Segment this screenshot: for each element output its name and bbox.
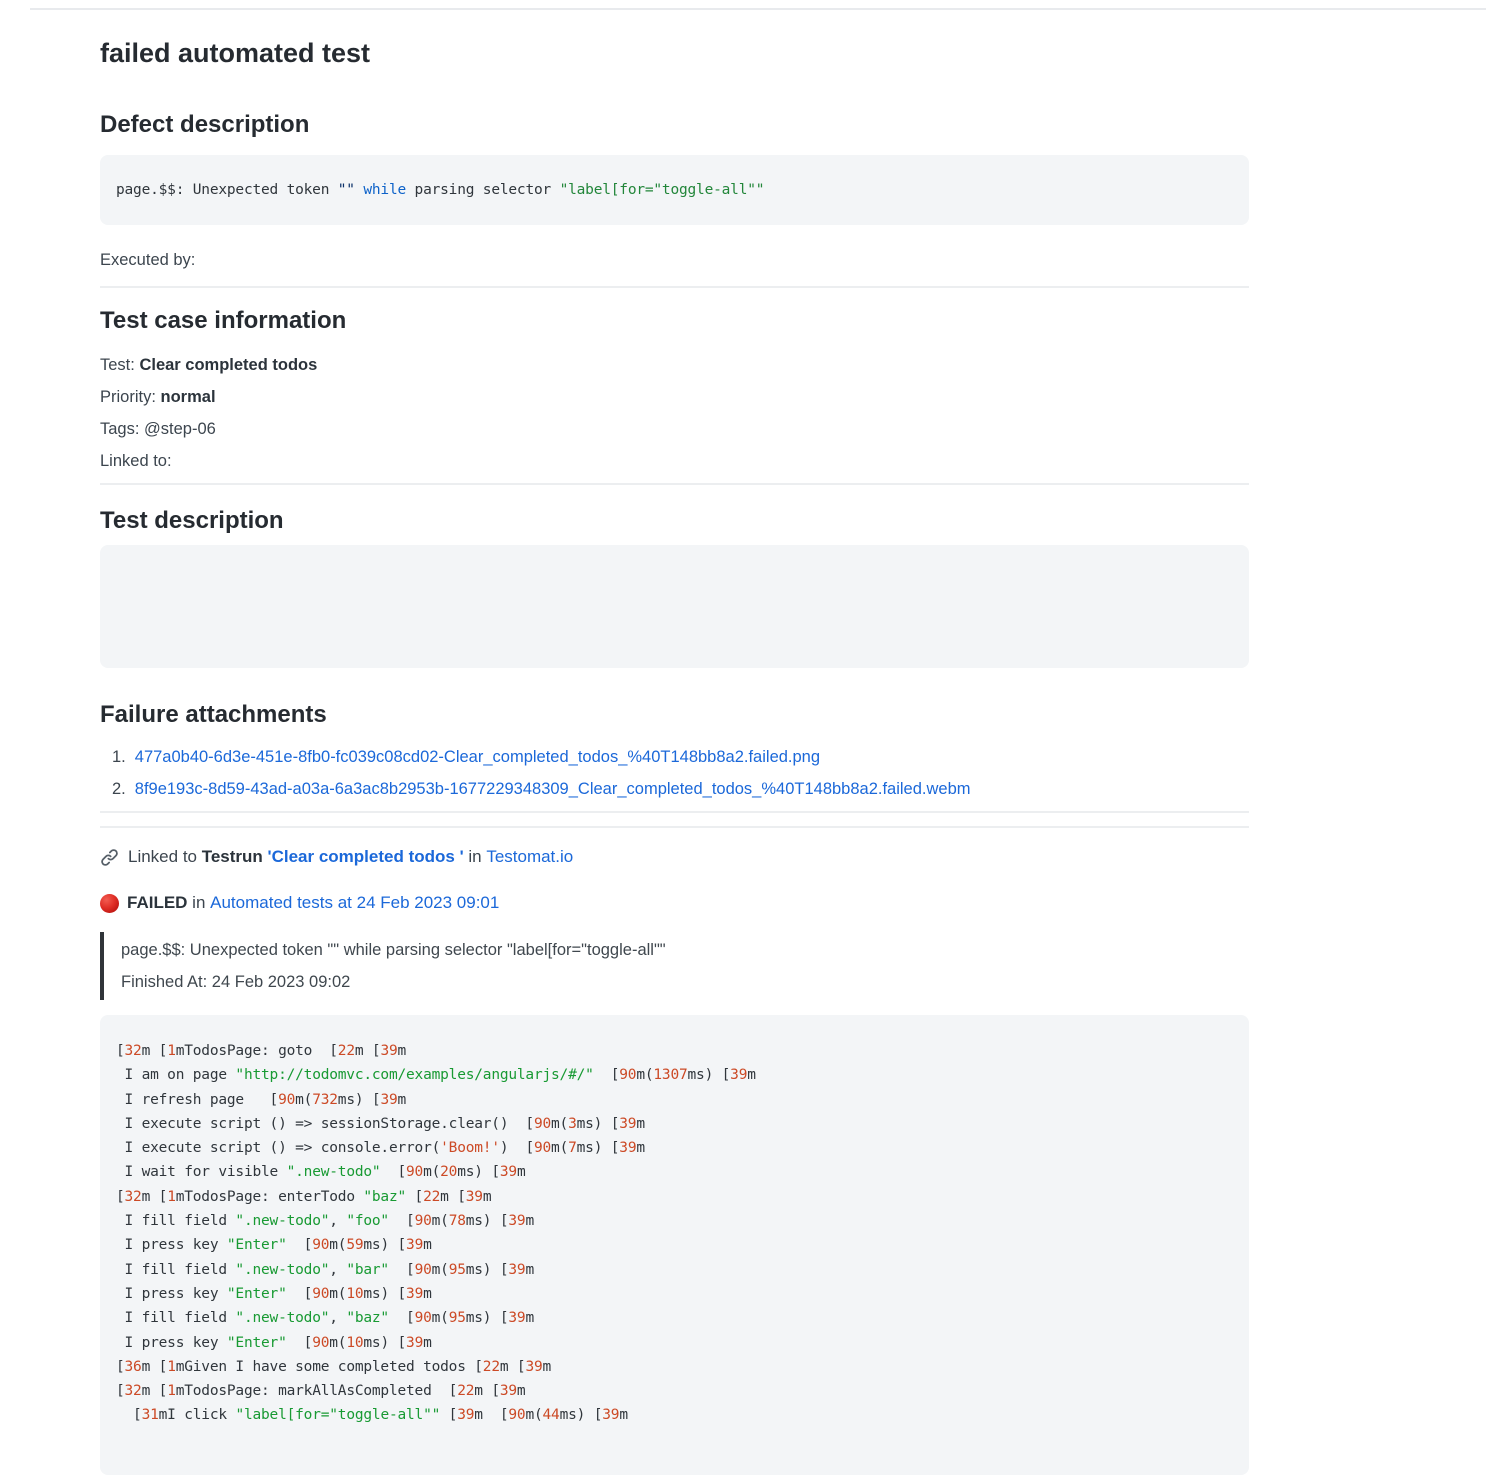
page-title: failed automated test <box>100 38 371 68</box>
code-segment: 39 <box>730 1067 748 1084</box>
code-segment: 90 <box>619 1067 637 1084</box>
log-line <box>116 1282 1233 1306</box>
status-badge: FAILED <box>127 893 188 912</box>
code-segment: 90 <box>278 1091 296 1108</box>
code-segment: m [ <box>499 1358 526 1375</box>
priority-label: Priority: <box>100 388 161 406</box>
attachment-link-webm[interactable]: 8f9e193c-8d59-43ad-a03a-6a3ac8b2953b-1677229348309_Clear_completed_todos_%40T148bb8a2.failed.webm <box>134 780 971 798</box>
code-segment: 'Boom!' <box>440 1140 500 1157</box>
code-segment: ms) [ <box>465 1310 509 1327</box>
list-item <box>112 741 1249 773</box>
code-segment: 39 <box>508 1261 526 1278</box>
code-segment: 90 <box>508 1407 526 1424</box>
code-segment: [ <box>380 1164 407 1181</box>
code-segment: ms) [ <box>457 1164 500 1181</box>
code-segment: [ <box>593 1067 620 1084</box>
code-segment: m( <box>329 1285 347 1302</box>
code-segment: 39 <box>619 1140 637 1157</box>
code-segment: 39 <box>380 1043 398 1059</box>
code-segment: m <box>397 1091 407 1108</box>
code-segment: 1 <box>167 1358 176 1375</box>
heading-failure-attachments: Failure attachments <box>100 701 327 728</box>
code-segment: 90 <box>414 1310 432 1327</box>
code-segment: 22 <box>457 1383 475 1400</box>
code-segment: mTodosPage: markAllAsCompleted [ <box>175 1383 458 1400</box>
code-segment: 59 <box>346 1237 364 1254</box>
code-segment: m [ <box>474 1383 500 1400</box>
list-index: 1. <box>112 748 126 766</box>
log-line <box>116 1258 1233 1282</box>
code-segment: 90 <box>533 1140 552 1157</box>
code-segment: [ <box>116 1407 142 1424</box>
test-log-block <box>100 1015 1249 1475</box>
code-segment: [ <box>440 1407 458 1424</box>
log-line <box>116 1331 1233 1355</box>
code-segment: 31 <box>141 1407 159 1424</box>
code-segment: ms) [ <box>465 1213 509 1230</box>
test-case-info <box>100 349 1249 477</box>
code-segment: I press key <box>116 1237 227 1254</box>
log-line <box>116 1306 1233 1330</box>
code-segment: m( <box>329 1334 347 1351</box>
heading-test-case-information: Test case information <box>100 307 347 334</box>
code-segment: 39 <box>499 1383 517 1400</box>
executed-by-label: Executed by: <box>100 251 196 269</box>
linked-entity: Testrun <box>201 847 268 866</box>
code-segment: m <box>423 1237 432 1254</box>
code-segment: I execute script () => console.error( <box>116 1140 441 1157</box>
code-segment: I am on page <box>116 1067 236 1084</box>
linked-prefix: Linked to <box>128 847 202 866</box>
code-segment: "Enter" <box>226 1285 287 1302</box>
code-segment: 39 <box>508 1213 526 1230</box>
code-segment: [ <box>388 1261 415 1278</box>
code-segment: [ <box>406 1188 424 1205</box>
defect-code-line <box>116 182 764 198</box>
code-segment: ) [ <box>499 1140 534 1157</box>
linked-to-row <box>100 445 1249 477</box>
code-segment: 39 <box>499 1164 517 1181</box>
linked-middle: in <box>463 847 487 866</box>
code-segment: [ <box>286 1285 313 1302</box>
code-segment: m <box>516 1383 526 1400</box>
code-segment: ".new-todo" <box>235 1310 330 1327</box>
code-segment: m [ <box>474 1407 509 1424</box>
code-segment: ms) [ <box>465 1261 509 1278</box>
code-segment: 39 <box>406 1334 424 1351</box>
code-segment: I press key <box>116 1285 227 1302</box>
section-divider <box>100 811 1249 813</box>
code-segment: m <box>482 1188 492 1205</box>
code-segment: 7 <box>568 1140 577 1157</box>
code-segment: m [ <box>141 1358 168 1375</box>
code-segment: [ <box>388 1213 415 1230</box>
code-segment: m [ <box>141 1043 168 1059</box>
status-middle: in <box>187 893 211 912</box>
code-segment: [ <box>116 1358 125 1375</box>
code-segment: 36 <box>124 1358 142 1375</box>
code-segment: m <box>542 1358 552 1375</box>
code-segment: mTodosPage: enterTodo <box>175 1188 364 1205</box>
code-segment: ms) [ <box>576 1140 620 1157</box>
code-segment: 1 <box>167 1043 176 1059</box>
section-divider <box>100 286 1249 288</box>
code-segment: m [ <box>354 1043 381 1059</box>
code-segment: 90 <box>406 1164 424 1181</box>
code-segment: 39 <box>406 1237 424 1254</box>
code-segment: m <box>525 1213 534 1230</box>
code-segment: , <box>329 1310 347 1327</box>
code-segment: ms) [ <box>687 1067 731 1084</box>
code-segment: 10 <box>346 1334 364 1351</box>
code-segment: m <box>423 1285 432 1302</box>
code-segment: m( <box>636 1067 654 1084</box>
code-segment: I press key <box>116 1334 227 1351</box>
code-segment: m( <box>329 1237 347 1254</box>
code-segment: [ <box>116 1043 125 1059</box>
heading-test-description: Test description <box>100 507 284 534</box>
log-line <box>116 1160 1233 1184</box>
test-run-report-link[interactable]: Automated tests at 24 Feb 2023 09:01 <box>210 893 500 912</box>
code-segment: m( <box>431 1310 449 1327</box>
code-segment: I fill field <box>116 1310 236 1327</box>
failed-status-line <box>100 891 1249 915</box>
code-segment: ms) [ <box>363 1237 407 1254</box>
log-line <box>116 1355 1233 1379</box>
log-line <box>116 1233 1233 1257</box>
code-segment: 39 <box>406 1285 424 1302</box>
code-segment: 10 <box>346 1285 364 1302</box>
code-segment: "bar" <box>346 1261 389 1278</box>
code-segment: m [ <box>141 1188 168 1205</box>
test-value: Clear completed todos <box>139 356 318 374</box>
code-segment: 39 <box>380 1091 398 1108</box>
code-segment: m( <box>431 1261 449 1278</box>
code-segment: 39 <box>457 1407 475 1424</box>
tags-value: @step-06 <box>144 420 216 438</box>
code-segment: 20 <box>440 1164 458 1181</box>
code-segment: 39 <box>602 1407 620 1424</box>
finished-at-line: Finished At: 24 Feb 2023 09:02 <box>121 973 351 991</box>
code-segment: ".new-todo" <box>286 1164 381 1181</box>
code-segment: 3 <box>568 1115 577 1132</box>
code-segment: 32 <box>124 1383 142 1400</box>
code-segment: [ <box>286 1334 313 1351</box>
code-segment: [ <box>116 1383 125 1400</box>
test-label: Test: <box>100 356 140 374</box>
code-segment: "baz" <box>363 1188 407 1205</box>
red-circle-icon <box>100 894 119 913</box>
code-segment: 95 <box>448 1310 466 1327</box>
code-segment: 22 <box>337 1043 355 1059</box>
code-segment: m( <box>431 1213 449 1230</box>
log-line <box>116 1136 1233 1160</box>
code-segment: m <box>525 1261 534 1278</box>
code-segment: 90 <box>414 1261 432 1278</box>
code-segment: m <box>525 1310 534 1327</box>
code-segment: "label[for="toggle-all"" <box>235 1407 441 1424</box>
testrun-link[interactable]: 'Clear completed todos ' <box>267 847 464 866</box>
code-segment: 22 <box>423 1188 441 1205</box>
code-segment: 90 <box>414 1213 432 1230</box>
attachment-link-png[interactable]: 477a0b40-6d3e-451e-8fb0-fc039c08cd02-Clear_completed_todos_%40T148bb8a2.failed.png <box>134 748 821 766</box>
code-segment: , <box>329 1213 347 1230</box>
code-segment: ".new-todo" <box>235 1213 330 1230</box>
code-segment: mGiven I have some completed todos [ <box>175 1358 483 1375</box>
code-segment: m( <box>525 1407 543 1424</box>
link-icon <box>100 848 119 867</box>
code-segment: ".new-todo" <box>235 1261 330 1278</box>
code-segment: m <box>516 1164 526 1181</box>
code-segment: 90 <box>312 1334 330 1351</box>
code-segment: ms) [ <box>576 1115 620 1132</box>
code-segment: 1 <box>167 1383 176 1400</box>
top-divider <box>30 8 1486 10</box>
code-segment: 44 <box>542 1407 560 1424</box>
code-segment: I fill field <box>116 1213 236 1230</box>
code-segment: 39 <box>508 1310 526 1327</box>
section-divider <box>100 826 1249 828</box>
code-segment: I wait for visible <box>116 1164 287 1181</box>
error-quote <box>100 932 1249 1000</box>
code-segment: while <box>363 182 407 198</box>
code-segment: m( <box>295 1091 313 1108</box>
priority-value: normal <box>160 388 216 406</box>
code-segment: I fill field <box>116 1261 236 1278</box>
log-line <box>116 1379 1233 1403</box>
code-segment: m <box>636 1140 645 1157</box>
code-segment: m <box>423 1334 432 1351</box>
code-segment: 32 <box>124 1188 142 1205</box>
code-segment: 1 <box>167 1188 176 1205</box>
code-segment: m( <box>551 1115 569 1132</box>
code-segment: m( <box>551 1140 569 1157</box>
list-item <box>112 773 1249 805</box>
code-segment: 1307 <box>653 1067 688 1084</box>
issue-body <box>100 0 1249 1475</box>
error-quote-line: page.$$: Unexpected token "" while parsing selector "label[for="toggle-all"" <box>121 941 666 959</box>
code-segment: 32 <box>124 1043 142 1059</box>
code-segment: 39 <box>619 1115 637 1132</box>
test-description-block <box>100 545 1249 668</box>
code-segment: page.$$: Unexpected token <box>116 182 338 198</box>
code-segment: , <box>329 1261 347 1278</box>
code-segment: "http://todomvc.com/examples/angularjs/#/" <box>235 1067 594 1084</box>
code-segment: I refresh page [ <box>116 1091 279 1108</box>
code-segment: I execute script () => sessionStorage.clear() [ <box>116 1115 534 1132</box>
code-segment: 39 <box>465 1188 483 1205</box>
code-segment: [ <box>116 1188 125 1205</box>
code-segment: "Enter" <box>226 1334 287 1351</box>
code-segment: 95 <box>448 1261 466 1278</box>
priority-row <box>100 381 1249 413</box>
defect-code-block <box>100 155 1249 225</box>
code-segment: "Enter" <box>226 1237 287 1254</box>
code-segment: 732 <box>312 1091 338 1108</box>
code-segment: "baz" <box>346 1310 389 1327</box>
code-segment: 22 <box>482 1358 500 1375</box>
log-line <box>116 1088 1233 1112</box>
log-line <box>116 1403 1233 1427</box>
code-segment: ms) [ <box>337 1091 381 1108</box>
code-segment: "label[for="toggle-all"" <box>559 182 765 198</box>
code-segment: [ <box>388 1310 415 1327</box>
code-segment: ms) [ <box>363 1285 407 1302</box>
code-segment: ms) [ <box>363 1334 407 1351</box>
tags-label: Tags: <box>100 420 145 438</box>
section-divider <box>100 483 1249 485</box>
code-segment: 90 <box>312 1285 330 1302</box>
code-segment: 90 <box>312 1237 330 1254</box>
log-line <box>116 1063 1233 1087</box>
code-segment: parsing selector <box>406 182 560 198</box>
heading-defect-description: Defect description <box>100 111 310 138</box>
code-segment: mTodosPage: goto [ <box>175 1043 338 1059</box>
code-segment: 78 <box>448 1213 466 1230</box>
code-segment: 90 <box>533 1115 552 1132</box>
test-row <box>100 349 1249 381</box>
linked-testrun-line <box>100 845 1249 869</box>
code-segment: [ <box>286 1237 313 1254</box>
linked-to-label: Linked to: <box>100 452 172 470</box>
testomat-link[interactable]: Testomat.io <box>486 847 574 866</box>
code-segment: m( <box>423 1164 441 1181</box>
attachments-list <box>100 741 1249 805</box>
code-segment: ms) [ <box>559 1407 603 1424</box>
code-segment: m <box>747 1067 756 1084</box>
log-line <box>116 1185 1233 1209</box>
log-line <box>116 1112 1233 1136</box>
code-segment: mI click <box>158 1407 236 1424</box>
code-segment: m <box>636 1115 645 1132</box>
log-line <box>116 1209 1233 1233</box>
tags-row <box>100 413 1249 445</box>
code-segment: m [ <box>141 1383 168 1400</box>
code-segment: m [ <box>440 1188 466 1205</box>
code-segment: m <box>397 1043 407 1059</box>
code-segment: "foo" <box>346 1213 389 1230</box>
log-line <box>116 1039 1233 1063</box>
code-segment: "" <box>337 182 355 198</box>
code-segment: 39 <box>525 1358 543 1375</box>
list-index: 2. <box>112 780 126 798</box>
code-segment: m <box>619 1407 628 1424</box>
